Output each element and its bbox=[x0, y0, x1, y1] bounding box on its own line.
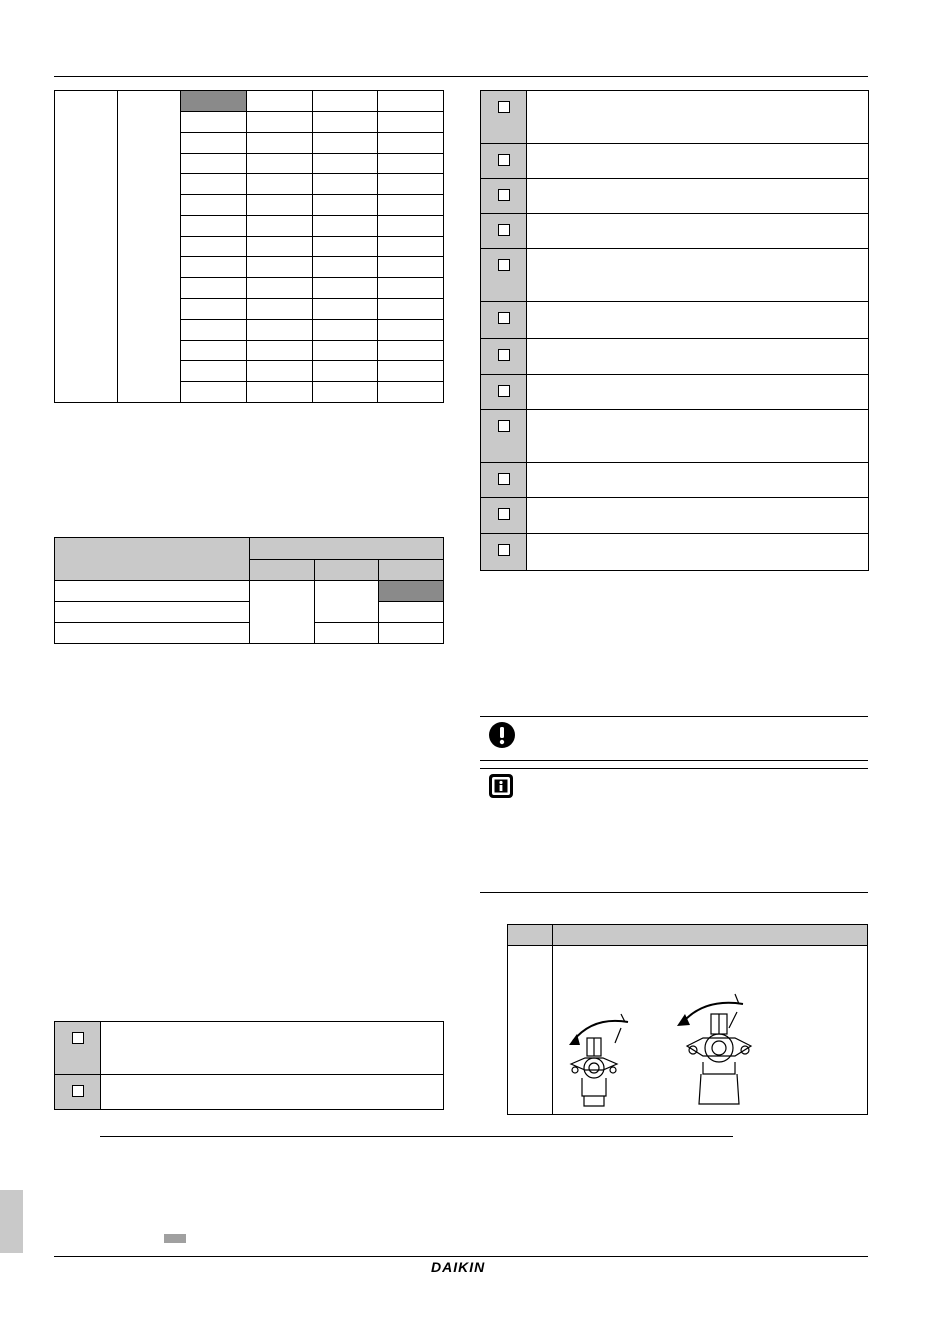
checkbox-icon[interactable] bbox=[498, 349, 510, 361]
checkbox-icon[interactable] bbox=[72, 1032, 84, 1044]
checkbox-icon[interactable] bbox=[498, 508, 510, 520]
checkbox-icon[interactable] bbox=[498, 154, 510, 166]
checkbox-icon[interactable] bbox=[498, 189, 510, 201]
stop-valve-rotation-illustration bbox=[553, 946, 868, 1115]
small-table bbox=[54, 537, 444, 644]
spec-table bbox=[54, 90, 444, 403]
small-table-dark-cell bbox=[379, 581, 444, 602]
checkbox-icon[interactable] bbox=[498, 385, 510, 397]
checkbox-icon[interactable] bbox=[498, 259, 510, 271]
figure-table bbox=[507, 924, 868, 1115]
checklist-left bbox=[54, 1021, 444, 1110]
footer-rule bbox=[54, 1256, 868, 1257]
checkbox-icon[interactable] bbox=[498, 544, 510, 556]
side-section-tab bbox=[0, 1190, 23, 1253]
checkbox-icon[interactable] bbox=[498, 312, 510, 324]
spec-table-header-cell bbox=[181, 91, 247, 112]
daikin-logo: DAIKIN bbox=[431, 1259, 486, 1275]
spec-table-col2 bbox=[118, 91, 181, 403]
info-top-rule bbox=[480, 768, 868, 769]
checkbox-icon[interactable] bbox=[498, 101, 510, 113]
checklist-right bbox=[480, 90, 869, 571]
checkbox-icon[interactable] bbox=[498, 420, 510, 432]
info-bottom-rule bbox=[480, 892, 868, 893]
warning-bottom-rule bbox=[480, 760, 868, 761]
header-rule bbox=[54, 76, 868, 77]
footnote-rule bbox=[100, 1136, 733, 1137]
checkbox-icon[interactable] bbox=[72, 1085, 84, 1097]
exclamation-circle-icon bbox=[488, 721, 516, 749]
small-valve-figure bbox=[569, 1014, 628, 1106]
spec-table-col1 bbox=[55, 91, 118, 403]
footer-gray-marker bbox=[164, 1234, 186, 1243]
checkbox-icon[interactable] bbox=[498, 473, 510, 485]
large-valve-figure bbox=[677, 994, 751, 1104]
checkbox-icon[interactable] bbox=[498, 224, 510, 236]
info-square-icon bbox=[488, 773, 514, 799]
warning-top-rule bbox=[480, 716, 868, 717]
